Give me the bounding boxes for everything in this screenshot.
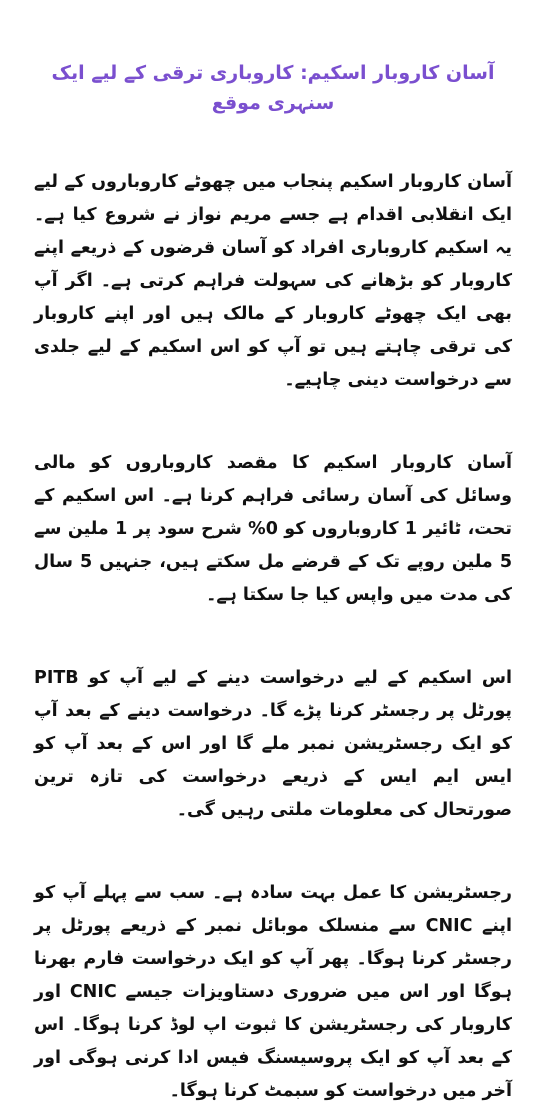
article-paragraph-purpose: آسان کاروبار اسکیم کا مقصد کاروباروں کو مالی وسائل کی آسان رسائی فراہم کرنا ہے۔ اس اسکیم کے تحت، ٹائیر 1 کاروباروں کو 0% شرح سود پر 1 ملین سے 5 ملین روپے تک کے قرضے مل سکتے ہیں، جنہیں 5 سال کی مدت میں واپس کیا جا سکتا ہے۔ [34, 453, 513, 605]
article-paragraph-application: اس اسکیم کے لیے درخواست دینے کے لیے آپ کو PITB پورٹل پر رجسٹر کرنا پڑے گا۔ درخواست دینے کے بعد آپ کو ایک رجسٹریشن نمبر ملے گا اور اس کے بعد آپ کو ایس ایم ایس کے ذریعے درخواست کی تازہ ترین صورتحال کی معلومات ملتی رہیں گی۔ [34, 668, 512, 820]
article-paragraph-registration: رجسٹریشن کا عمل بہت سادہ ہے۔ سب سے پہلے آپ کو اپنے CNIC سے منسلک موبائل نمبر کے ذریعے پورٹل پر رجسٹر کرنا ہوگا۔ پھر آپ کو ایک درخواست فارم بھرنا ہوگا اور اس میں ضروری دستاویزات جیسے CNIC اور کاروبار کی رجسٹریشن کا ثبوت اپ لوڈ کرنا ہوگا۔ اس کے بعد آپ کو ایک پروسیسنگ فیس ادا کرنی ہوگی اور آخر میں درخواست کو سبمٹ کرنا ہوگا۔ [34, 883, 513, 1101]
article-title: آسان کاروبار اسکیم: کاروباری ترقی کے لیے ایک سنہری موقع [51, 62, 495, 114]
article-paragraph-intro: آسان کاروبار اسکیم پنجاب میں چھوٹے کاروباروں کے لیے ایک انقلابی اقدام ہے جسے مریم نواز نے شروع کیا ہے۔ یہ اسکیم کاروباری افراد کو آسان قرضوں کے ذریعے اپنے کاروبار کو بڑھانے کی سہولت فراہم کرتی ہے۔ اگر آپ بھی ایک چھوٹے کاروبار کے مالک ہیں اور اپنے کاروبار کی ترقی چاہتے ہیں تو آپ کو اس اسکیم کے لیے جلدی سے درخواست دینی چاہیے۔ [34, 172, 512, 390]
